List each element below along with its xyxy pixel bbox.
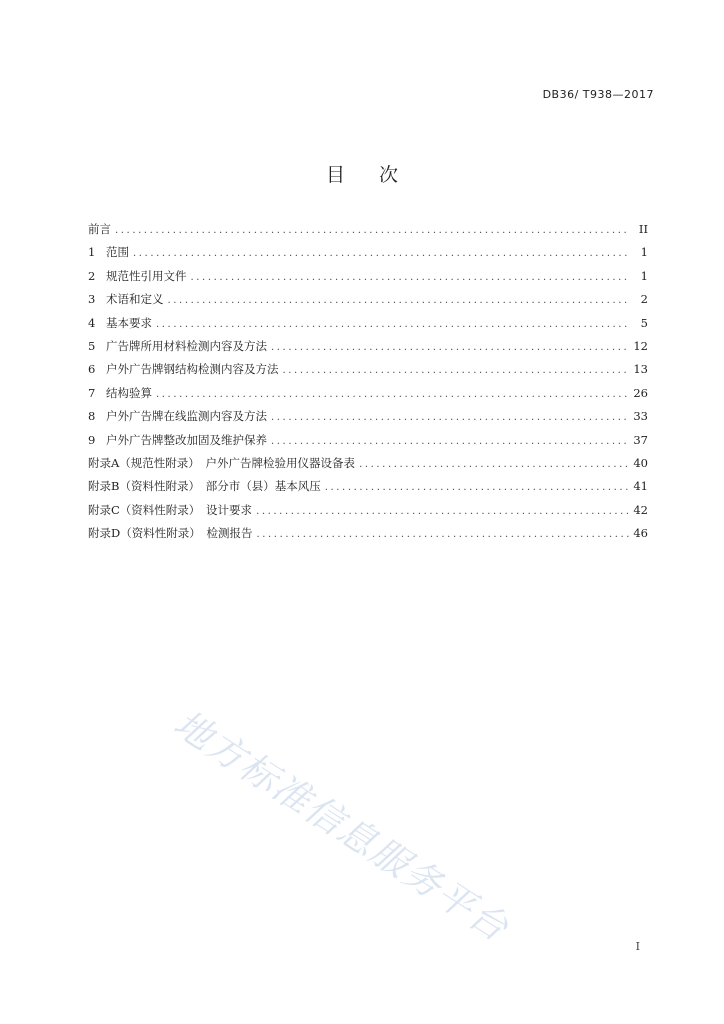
table-of-contents bbox=[88, 218, 648, 545]
toc-entry-number: 3 bbox=[88, 292, 96, 307]
toc-dot-leader bbox=[133, 242, 630, 265]
toc-entry[interactable] bbox=[88, 265, 648, 288]
toc-entry-label: 规范性引用文件 bbox=[106, 268, 187, 283]
toc-entry-page: 13 bbox=[633, 362, 648, 377]
toc-entry-page: 2 bbox=[640, 292, 648, 307]
toc-entry-label: 户外广告牌钢结构检测内容及方法 bbox=[106, 362, 279, 377]
toc-dot-leader bbox=[256, 500, 629, 523]
toc-entry[interactable] bbox=[88, 335, 648, 358]
toc-entry-page: 1 bbox=[640, 268, 648, 283]
toc-entry-number: 9 bbox=[88, 432, 96, 447]
toc-entry[interactable] bbox=[88, 218, 648, 241]
toc-dot-leader bbox=[359, 453, 629, 476]
toc-entry-label: 附录D（资料性附录） 检测报告 bbox=[88, 526, 253, 541]
toc-entry-label: 附录C（资料性附录） 设计要求 bbox=[88, 502, 253, 517]
toc-entry-page: 12 bbox=[633, 338, 648, 353]
toc-entry-label: 基本要求 bbox=[106, 315, 152, 330]
toc-entry-label: 前言 bbox=[88, 222, 111, 236]
toc-title: 目次 bbox=[325, 164, 432, 186]
toc-entry-number: 2 bbox=[88, 268, 96, 283]
toc-entry[interactable] bbox=[88, 312, 648, 335]
toc-entry[interactable] bbox=[88, 405, 648, 428]
toc-entry[interactable] bbox=[88, 499, 648, 522]
toc-entry[interactable] bbox=[88, 358, 648, 381]
toc-entry-page: 33 bbox=[633, 409, 648, 424]
toc-entry-page: II bbox=[638, 222, 648, 236]
toc-dot-leader bbox=[271, 430, 629, 453]
toc-entry-page: 26 bbox=[633, 385, 648, 400]
toc-entry-label: 范围 bbox=[106, 245, 129, 260]
toc-entry-page: 46 bbox=[633, 526, 648, 541]
watermark: 地方标准信息服务平台 bbox=[166, 701, 517, 951]
toc-entry-page: 37 bbox=[633, 432, 648, 447]
toc-entry-label: 附录A（规范性附录） 户外广告牌检验用仪器设备表 bbox=[88, 455, 356, 470]
toc-dot-leader bbox=[271, 336, 629, 359]
toc-entry-page: 40 bbox=[633, 455, 648, 470]
toc-entry[interactable] bbox=[88, 429, 648, 452]
toc-entry[interactable] bbox=[88, 382, 648, 405]
toc-entry[interactable] bbox=[88, 522, 648, 545]
toc-entry-number: 8 bbox=[88, 409, 96, 424]
toc-entry-page: 5 bbox=[640, 315, 648, 330]
toc-entry-number: 5 bbox=[88, 338, 96, 353]
toc-entry-number: 4 bbox=[88, 315, 96, 330]
toc-entry-number: 7 bbox=[88, 385, 96, 400]
toc-entry-number: 1 bbox=[88, 245, 96, 260]
toc-entry[interactable] bbox=[88, 475, 648, 498]
toc-entry-label: 附录B（资料性附录） 部分市（县）基本风压 bbox=[88, 479, 321, 494]
toc-dot-leader bbox=[283, 359, 630, 382]
toc-entry-label: 广告牌所用材料检测内容及方法 bbox=[106, 338, 267, 353]
toc-entry-page: 41 bbox=[633, 479, 648, 494]
toc-entry-label: 户外广告牌在线监测内容及方法 bbox=[106, 409, 267, 424]
toc-dot-leader bbox=[256, 523, 629, 546]
toc-entry[interactable] bbox=[88, 241, 648, 264]
toc-dot-leader bbox=[191, 266, 631, 289]
toc-entry-number: 6 bbox=[88, 362, 96, 377]
toc-entry-page: 42 bbox=[633, 502, 648, 517]
toc-entry[interactable] bbox=[88, 288, 648, 311]
page-number: I bbox=[635, 940, 640, 953]
toc-entry-label: 户外广告牌整改加固及维护保养 bbox=[106, 432, 267, 447]
toc-entry-page: 1 bbox=[640, 245, 648, 260]
toc-dot-leader bbox=[168, 289, 631, 312]
toc-dot-leader bbox=[325, 476, 630, 499]
toc-dot-leader bbox=[271, 406, 629, 429]
toc-entry-label: 结构验算 bbox=[106, 385, 152, 400]
toc-dot-leader bbox=[156, 383, 629, 406]
toc-dot-leader bbox=[156, 313, 630, 336]
toc-entry[interactable] bbox=[88, 452, 648, 475]
standard-code: DB36/ T938—2017 bbox=[542, 88, 654, 101]
toc-dot-leader bbox=[115, 219, 630, 242]
toc-entry-label: 术语和定义 bbox=[106, 292, 164, 307]
